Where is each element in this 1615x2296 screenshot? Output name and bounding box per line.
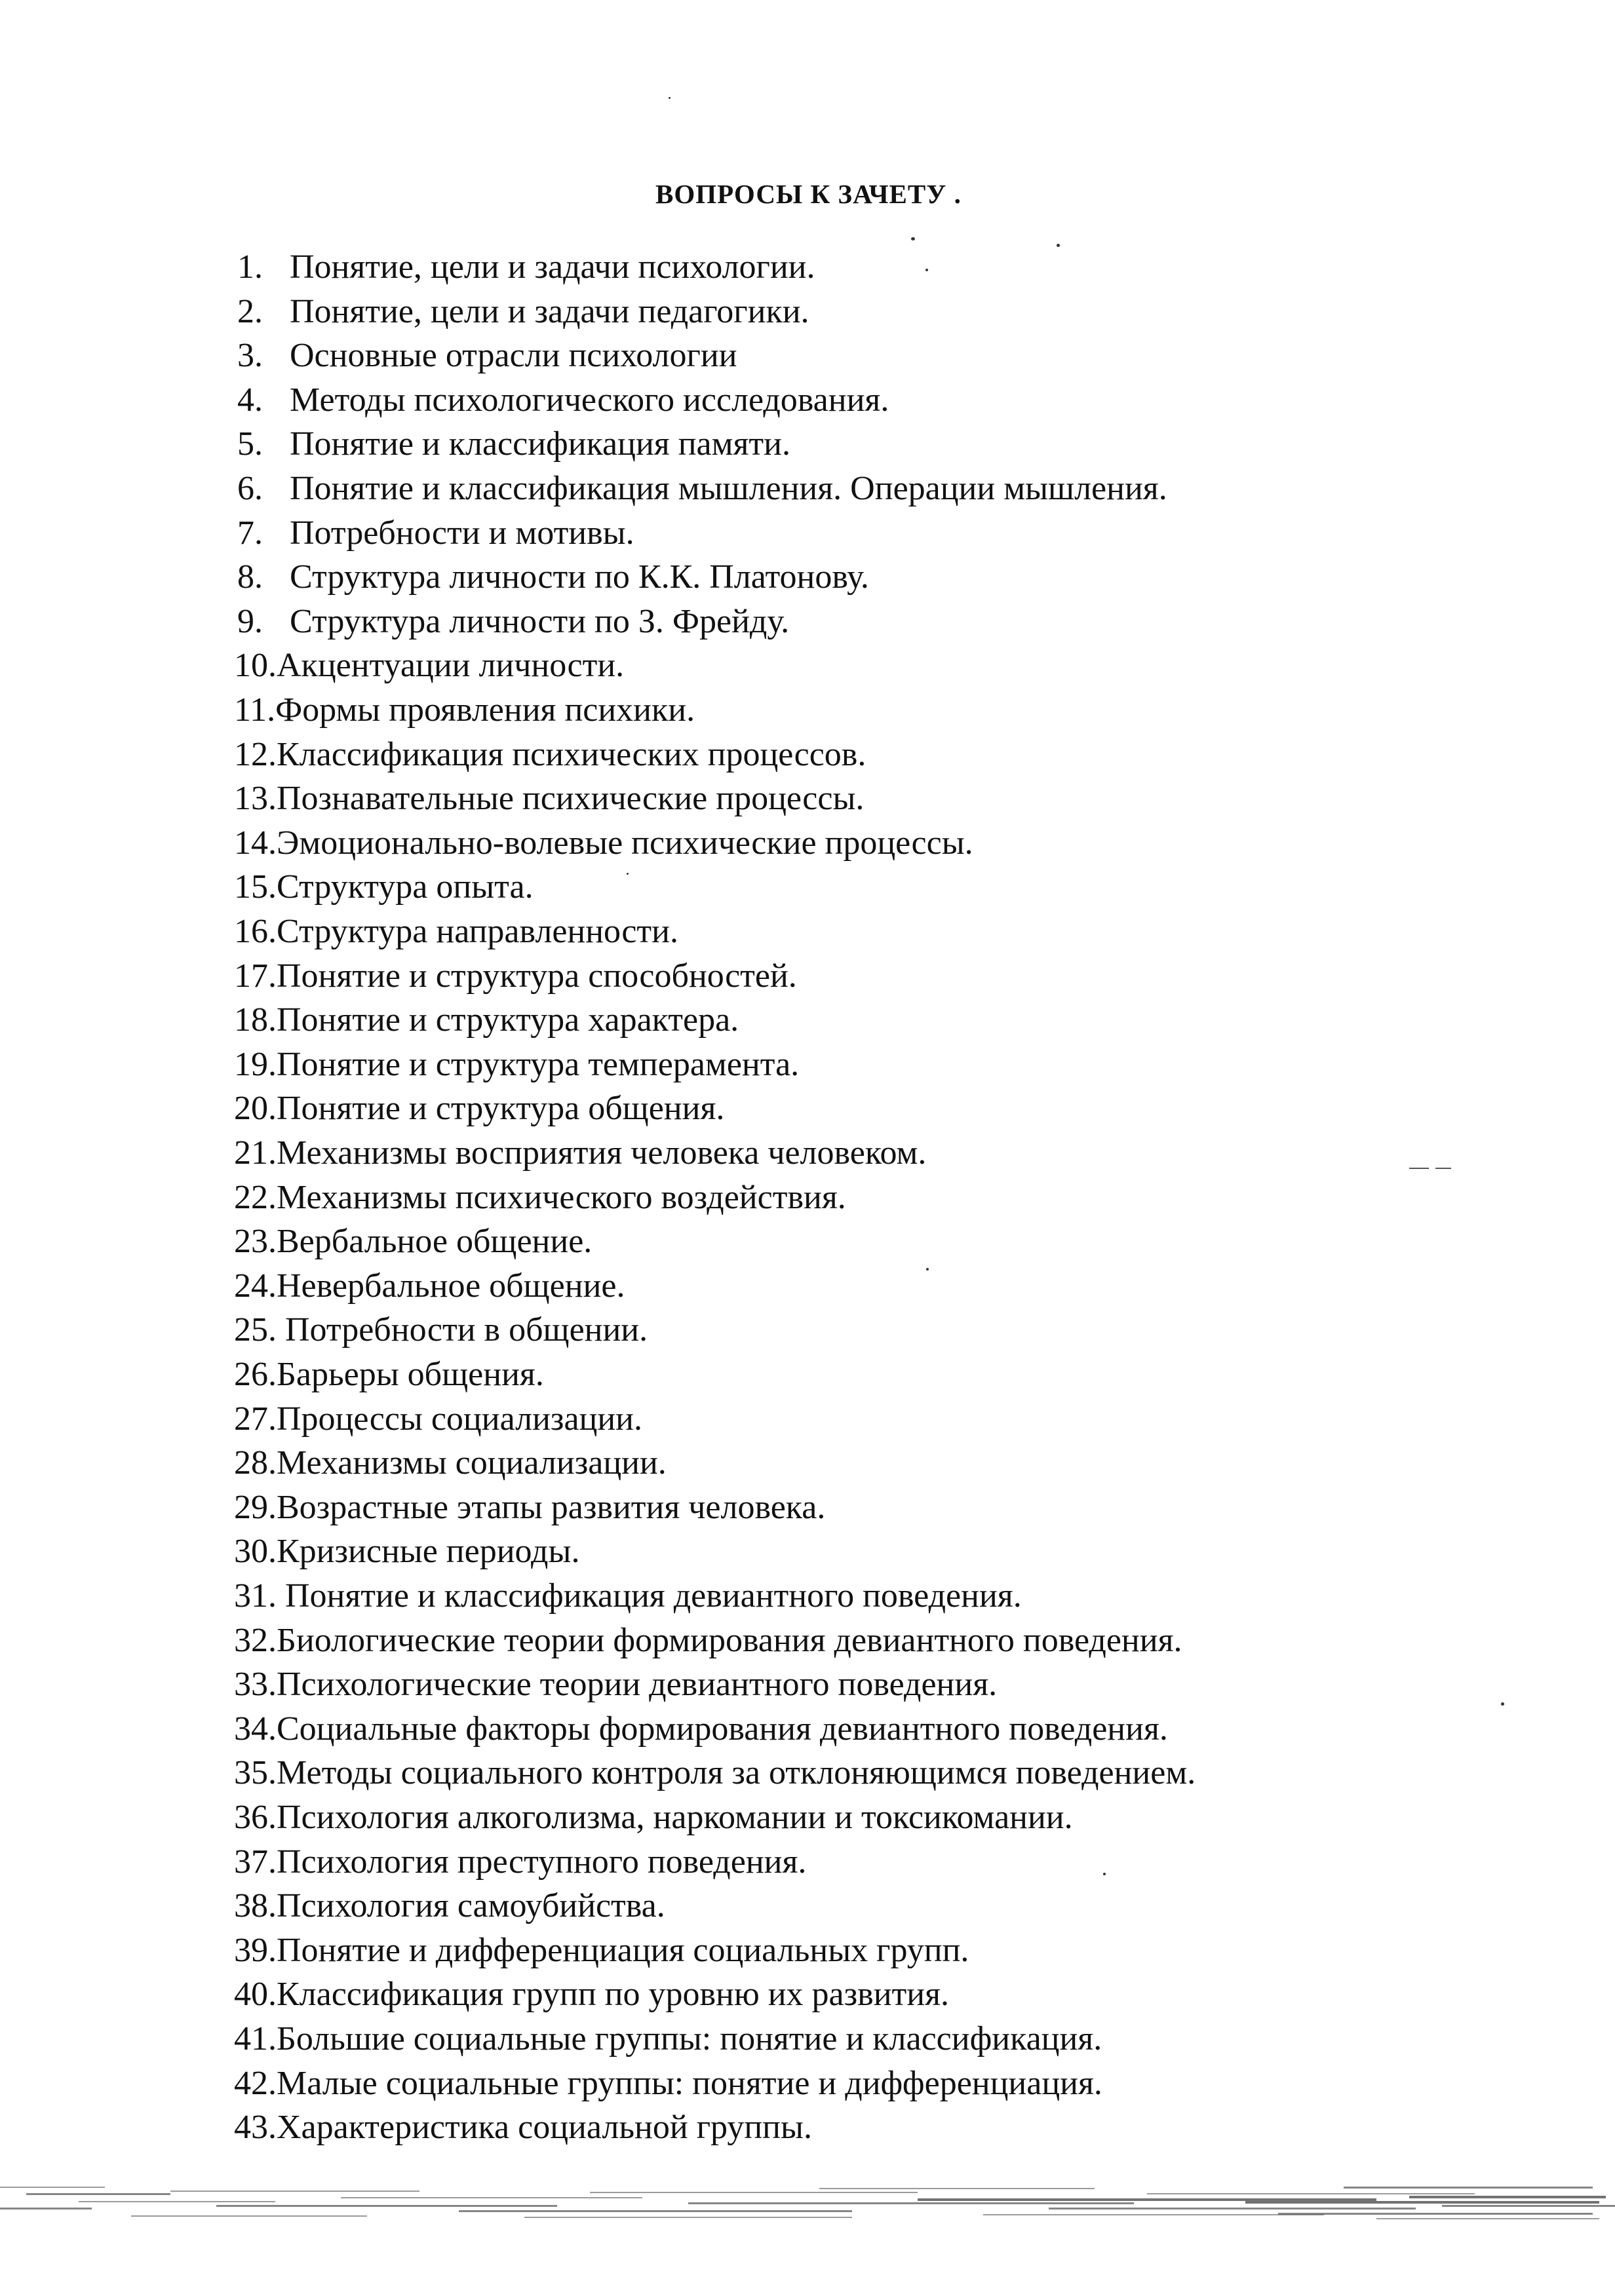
question-number: 35. [234, 1754, 277, 1791]
question-text: Понятие и структура темперамента. [277, 1046, 800, 1083]
question-text: Механизмы восприятия человека человеком. [277, 1134, 927, 1172]
question-item [234, 1488, 825, 1527]
question-number: 5. [237, 425, 263, 463]
question-number: 39. [234, 1932, 277, 1969]
scan-streak [1376, 2218, 1599, 2219]
question-text: Понятие и классификация мышления. Операции мышления. [290, 470, 1167, 507]
scan-streak [341, 2197, 642, 2198]
question-number: 15. [234, 868, 277, 906]
question-item [234, 1798, 1073, 1837]
question-number: 13. [234, 780, 277, 817]
question-text: Биологические теории формирования девиантного поведения. [277, 1622, 1182, 1659]
question-text: Механизмы психического воздействия. [277, 1179, 846, 1216]
question-number: 23. [234, 1223, 277, 1260]
question-item [234, 957, 797, 996]
scan-speck [926, 1268, 929, 1271]
page-title: ВОПРОСЫ К ЗАЧЕТУ . [655, 179, 962, 209]
question-text: Процессы социализации. [277, 1400, 643, 1438]
question-number: 18. [234, 1001, 277, 1039]
scan-mark [1409, 1168, 1429, 1169]
question-number: 17. [234, 957, 277, 995]
question-number: 1. [237, 248, 263, 286]
scan-streak [1245, 2201, 1599, 2204]
question-text: Невербальное общение. [277, 1267, 625, 1305]
question-item [237, 248, 815, 287]
question-item [237, 381, 889, 420]
scan-mark [1435, 1168, 1451, 1169]
question-number: 43. [234, 2109, 277, 2146]
question-text: Структура личности по З. Фрейду. [290, 603, 790, 640]
question-number: 21. [234, 1134, 277, 1172]
scan-streak [26, 2193, 170, 2195]
question-number: 8. [237, 558, 263, 596]
question-text: Большие социальные группы: понятие и классификация. [277, 2020, 1102, 2057]
question-item [234, 1267, 625, 1306]
question-item [234, 1532, 579, 1571]
question-item [234, 646, 624, 685]
scan-streak [1278, 2213, 1593, 2215]
question-item [234, 1753, 1196, 1793]
question-text: Характеристика социальной группы. [277, 2109, 812, 2146]
scan-streak [0, 2208, 92, 2210]
question-text: Понятие и структура способностей. [277, 957, 797, 995]
question-number: 28. [234, 1444, 277, 1482]
question-text: Возрастные этапы развития человека. [277, 1489, 826, 1526]
question-number: 24. [234, 1267, 277, 1305]
question-number: 29. [234, 1489, 277, 1526]
question-item [237, 602, 789, 641]
question-item [234, 779, 864, 818]
question-text: Понятие и классификация девиантного поведения. [277, 1577, 1022, 1615]
question-item [234, 1886, 665, 1926]
question-item [234, 1710, 1168, 1749]
question-text: Понятие и структура характера. [277, 1001, 739, 1039]
question-number: 14. [234, 824, 277, 862]
question-item [237, 425, 790, 464]
question-item [234, 1621, 1182, 1660]
question-item [234, 1089, 724, 1128]
question-text: Барьеры общения. [277, 1356, 544, 1393]
question-text: Малые социальные группы: понятие и дифференциация. [277, 2065, 1102, 2102]
scan-streak [1442, 2205, 1615, 2207]
question-text: Социальные факторы формирования девиантного поведения. [277, 1710, 1168, 1748]
scan-streak [819, 2188, 1095, 2189]
question-text: Познавательные психические процессы. [277, 780, 865, 817]
question-number: 41. [234, 2020, 277, 2057]
question-text: Понятие, цели и задачи педагогики. [290, 293, 809, 330]
question-item [234, 868, 534, 907]
question-number: 12. [234, 736, 277, 773]
question-item [234, 1045, 799, 1084]
question-number: 38. [234, 1887, 277, 1924]
scan-streak [1344, 2187, 1593, 2189]
question-number: 20. [234, 1090, 277, 1127]
question-item [234, 1975, 949, 2014]
question-number: 26. [234, 1356, 277, 1393]
question-text: Потребности и мотивы. [290, 514, 634, 552]
question-item [234, 2064, 1102, 2103]
scan-speck [627, 873, 629, 875]
question-item [234, 2108, 812, 2147]
question-text: Методы социального контроля за отклоняющимся поведением. [277, 1754, 1196, 1791]
scan-streak [983, 2214, 1324, 2215]
question-text: Структура направленности. [277, 913, 678, 950]
question-item [234, 1311, 648, 1350]
scan-speck [669, 97, 671, 99]
question-text: Психология преступного поведения. [277, 1843, 807, 1881]
question-text: Акцентуации личности. [277, 647, 625, 684]
question-number: 25. [234, 1311, 277, 1349]
scan-speck [911, 237, 915, 240]
question-number: 7. [237, 514, 263, 552]
question-number: 32. [234, 1622, 277, 1659]
question-item [234, 1843, 806, 1882]
question-item [234, 1178, 846, 1217]
question-number: 33. [234, 1666, 277, 1703]
question-number: 30. [234, 1533, 277, 1570]
scan-streak [688, 2202, 1134, 2204]
question-item [234, 1444, 667, 1483]
question-text: Потребности в общении. [277, 1311, 648, 1349]
scan-streak [1049, 2208, 1416, 2210]
question-number: 27. [234, 1400, 277, 1438]
scan-speck [925, 269, 928, 271]
scan-speck [1057, 244, 1060, 247]
question-item [234, 1222, 592, 1261]
question-number: 4. [237, 381, 263, 419]
question-number: 3. [237, 337, 263, 374]
scan-streak [1409, 2196, 1606, 2198]
scan-streak [131, 2215, 367, 2217]
question-item [237, 558, 869, 597]
question-number: 34. [234, 1710, 277, 1748]
question-number: 2. [237, 293, 263, 330]
scan-speck [1501, 1702, 1504, 1706]
question-item [237, 292, 809, 332]
question-number: 9. [237, 603, 263, 640]
question-text: Формы проявления психики. [275, 691, 695, 729]
question-number: 10. [234, 647, 277, 684]
question-text: Основные отрасли психологии [290, 337, 737, 374]
question-text: Структура опыта. [277, 868, 534, 906]
question-item [237, 514, 634, 553]
question-number: 36. [234, 1799, 277, 1836]
question-text: Понятие и классификация памяти. [290, 425, 790, 463]
question-text: Психология самоубийства. [277, 1887, 665, 1924]
question-number: 42. [234, 2065, 277, 2102]
question-text: Понятие и структура общения. [277, 1090, 725, 1127]
question-number: 11. [234, 691, 276, 729]
scan-streak [170, 2191, 419, 2192]
scanner-streaks [0, 2179, 1615, 2231]
question-item [237, 469, 1167, 508]
question-text: Психологические теории девиантного поведения. [277, 1666, 998, 1703]
question-text: Психология алкоголизма, наркомании и токсикомании. [277, 1799, 1073, 1836]
question-number: 22. [234, 1179, 277, 1216]
question-text: Вербальное общение. [277, 1223, 593, 1260]
question-text: Эмоционально-волевые психические процессы. [277, 824, 973, 862]
question-text: Понятие и дифференциация социальных групп. [277, 1932, 969, 1969]
question-item [234, 1931, 969, 1970]
question-text: Классификация психических процессов. [277, 736, 866, 773]
scan-streak [524, 2217, 852, 2218]
question-text: Методы психологического исследования. [290, 381, 889, 419]
scan-speck [1103, 1873, 1106, 1875]
scan-streak [459, 2210, 852, 2212]
question-number: 40. [234, 1976, 277, 2013]
question-item [234, 1400, 642, 1439]
scan-streak [216, 2205, 557, 2207]
question-number: 19. [234, 1046, 277, 1083]
question-text: Структура личности по К.К. Платонову. [290, 558, 869, 596]
question-text: Кризисные периоды. [277, 1533, 580, 1570]
question-item [234, 691, 695, 730]
scan-streak [79, 2201, 275, 2202]
question-item [234, 912, 678, 951]
question-item [234, 1134, 926, 1173]
question-text: Понятие, цели и задачи психологии. [290, 248, 815, 286]
question-item [234, 1577, 1022, 1616]
question-number: 6. [237, 470, 263, 507]
question-item [234, 1665, 997, 1704]
question-number: 16. [234, 913, 277, 950]
question-number: 31. [234, 1577, 277, 1615]
question-item [234, 1001, 739, 1040]
question-number: 37. [234, 1843, 277, 1881]
scan-streak [1147, 2193, 1475, 2194]
scan-streak [590, 2192, 918, 2193]
question-item [234, 824, 973, 863]
question-text: Механизмы социализации. [277, 1444, 667, 1482]
question-item [234, 1355, 544, 1394]
question-text: Классификация групп по уровню их развития. [277, 1976, 950, 2013]
question-item [237, 336, 737, 375]
question-item [234, 2019, 1102, 2059]
question-item [234, 735, 866, 775]
scan-streak [0, 2187, 105, 2188]
